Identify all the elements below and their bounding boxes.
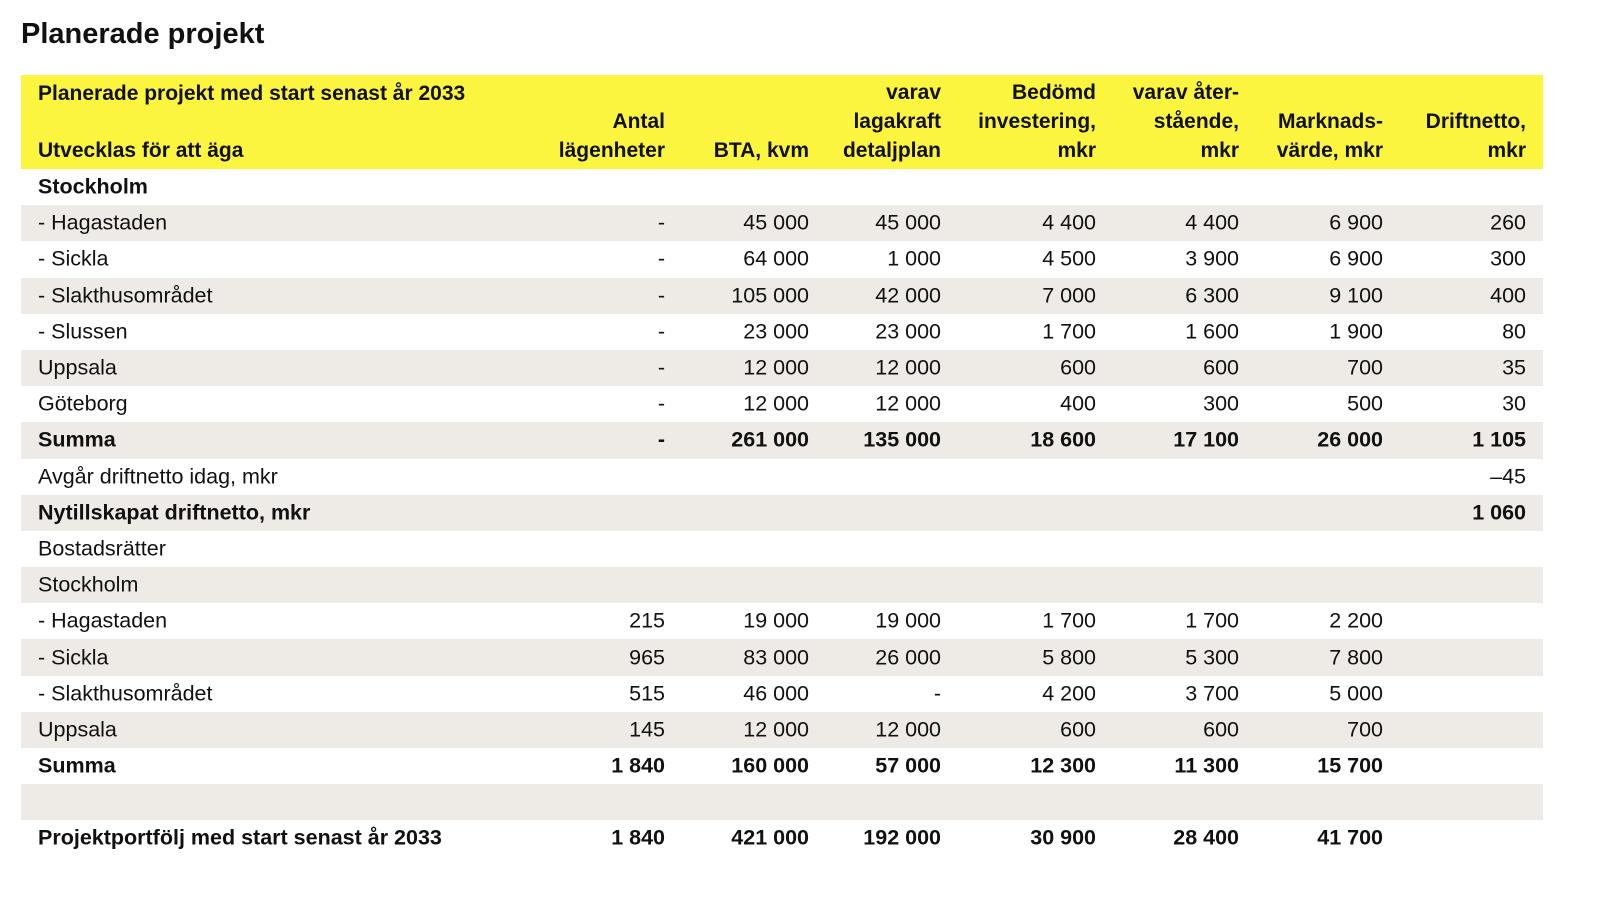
table-row [21,748,1543,784]
table-cell: 28 400 [1173,825,1239,850]
page-title: Planerade projekt [21,18,265,50]
column-header-line: mkr [1200,139,1239,162]
table-row [21,820,1543,856]
table-row [21,422,1543,458]
table-cell: 421 000 [731,825,809,850]
row-label: Stockholm [38,174,148,199]
table-row [21,495,1543,531]
row-label: Stockholm [38,572,139,597]
table-cell: 1 840 [611,753,665,778]
column-header [1133,78,1239,165]
table-cell: 4 400 [1185,210,1239,235]
table-row [21,639,1543,675]
table-cell: 35 [1502,355,1526,380]
table-cell: 5 300 [1185,645,1239,670]
table-row [21,314,1543,350]
table-cell: 26 000 [1317,427,1383,452]
table-cell: 5 000 [1329,681,1383,706]
table-cell: 11 300 [1174,753,1239,778]
table-cell: 4 500 [1042,246,1096,271]
row-label: - Hagastaden [38,210,168,235]
table-cell: 600 [1203,717,1239,742]
column-header-line: värde, mkr [1276,139,1383,162]
table-cell: 12 000 [743,355,809,380]
table-cell: 400 [1490,283,1526,308]
table-cell: 6 900 [1329,246,1383,271]
table-cell: 145 [629,717,665,742]
table-cell: 1 105 [1472,427,1526,452]
table-cell: 400 [1060,391,1096,416]
column-header [1277,107,1383,165]
table-cell: - [657,210,665,235]
table-body [21,169,1543,857]
row-label: Göteborg [38,391,128,416]
row-label: - Sickla [38,645,109,670]
table-cell: 6 900 [1329,210,1383,235]
table-cell: 260 [1490,210,1526,235]
table-cell: 135 000 [863,427,941,452]
table-cell: - [657,319,665,344]
table-cell: 261 000 [731,427,809,452]
table-cell: 105 000 [731,283,809,308]
row-label: - Slakthusområdet [38,681,213,706]
row-label: Bostadsrätter [38,536,166,561]
column-header-line: BTA, kvm [713,139,809,162]
row-label: Uppsala [38,717,117,742]
table-cell: 83 000 [743,645,809,670]
table-row [21,350,1543,386]
row-label: - Sickla [38,246,109,271]
table-row [21,205,1543,241]
header-subcaption: Utvecklas för att äga [38,139,244,162]
table-cell: 30 900 [1030,825,1096,850]
row-label: Projektportfölj med start senast år 2033 [38,825,442,850]
row-label: Nytillskapat driftnetto, mkr [38,500,311,525]
column-header-line: mkr [1487,139,1526,162]
table-cell: 17 100 [1173,427,1239,452]
table-cell: 4 400 [1042,210,1096,235]
table-row [21,531,1543,567]
table-cell: 1 840 [611,825,665,850]
table-cell: 1 600 [1185,319,1239,344]
table-cell: 4 200 [1042,681,1096,706]
column-header-line: varav åter- [1132,81,1239,104]
table-cell: 1 700 [1042,608,1096,633]
table-cell: 19 000 [875,608,941,633]
table-cell: 500 [1347,391,1383,416]
table-cell: - [657,355,665,380]
table-row [21,386,1543,422]
table-cell: 41 700 [1317,825,1383,850]
row-label: Uppsala [38,355,117,380]
row-label: - Slussen [38,319,128,344]
table-cell: 1 000 [887,246,941,271]
column-header-line: Marknads- [1277,110,1383,133]
table-cell: 515 [629,681,665,706]
column-header-line: Antal [612,110,665,133]
row-label: Summa [38,753,116,778]
column-header [978,78,1096,165]
table-row [21,169,1543,205]
table-cell: 160 000 [731,753,809,778]
table-cell: 19 000 [743,608,809,633]
table-cell: 1 900 [1329,319,1383,344]
table-cell: 3 700 [1185,681,1239,706]
header-caption: Planerade projekt med start senast år 2033 [38,82,466,105]
table-cell: 300 [1490,246,1526,271]
table-cell: - [933,681,941,706]
table-cell: 2 200 [1329,608,1383,633]
row-label: Summa [38,427,116,452]
column-header-line: varav [886,81,941,104]
table-cell: 12 000 [875,355,941,380]
table-row [21,278,1543,314]
table-cell: 7 800 [1329,645,1383,670]
table-cell: 700 [1347,355,1383,380]
table-cell: 600 [1203,355,1239,380]
table-cell: 12 000 [875,391,941,416]
column-header-line: investering, [978,110,1096,133]
column-header-line: mkr [1057,139,1096,162]
table-cell: 12 000 [875,717,941,742]
table-cell: 45 000 [875,210,941,235]
column-header-line: lagakraft [853,110,941,133]
table-cell: 1 060 [1472,500,1526,525]
table-cell: 15 700 [1317,753,1383,778]
column-header-line: detaljplan [842,139,941,162]
table-cell: 12 000 [743,391,809,416]
table-row [21,567,1543,603]
table-row [21,241,1543,277]
table-cell: 57 000 [875,753,941,778]
table-cell: 46 000 [743,681,809,706]
table-cell: 1 700 [1185,608,1239,633]
table-cell: 26 000 [875,645,941,670]
table-cell: 12 300 [1030,753,1096,778]
column-header [1426,107,1526,165]
table-cell: 3 900 [1185,246,1239,271]
column-header [559,107,665,165]
table-cell: 600 [1060,717,1096,742]
table-cell: 7 000 [1042,283,1096,308]
table-cell: 64 000 [743,246,809,271]
table-cell: 600 [1060,355,1096,380]
row-label: - Slakthusområdet [38,283,213,308]
table-row [21,676,1543,712]
table-cell: 215 [629,608,665,633]
table-cell: 12 000 [743,717,809,742]
table-cell: 6 300 [1185,283,1239,308]
table-cell: 18 600 [1030,427,1096,452]
table-cell: 23 000 [875,319,941,344]
table-cell: 30 [1502,391,1526,416]
column-header-line: Bedömd [1012,81,1096,104]
table-cell: - [657,246,665,271]
table-cell: - [657,427,665,452]
column-header [714,136,809,165]
table-cell: 5 800 [1042,645,1096,670]
table-cell: 45 000 [743,210,809,235]
table-cell: 42 000 [875,283,941,308]
column-header-line: Driftnetto, [1425,110,1526,133]
table-cell: 965 [629,645,665,670]
table-cell: 700 [1347,717,1383,742]
table-cell: 23 000 [743,319,809,344]
table-cell: 192 000 [863,825,941,850]
table-cell: 1 700 [1042,319,1096,344]
table-header [21,75,1543,169]
row-label: Avgår driftnetto idag, mkr [38,464,278,489]
projects-table [21,75,1543,857]
column-header-line: stående, [1153,110,1239,133]
table-row [21,712,1543,748]
table-cell: - [657,283,665,308]
table-cell: - [657,391,665,416]
table-cell: 9 100 [1329,283,1383,308]
table-row [21,603,1543,639]
table-row [21,459,1543,495]
table-cell: –45 [1490,464,1526,489]
table-cell: 300 [1203,391,1239,416]
table-row [21,784,1543,820]
column-header [843,78,941,165]
row-label: - Hagastaden [38,608,168,633]
column-header-line: lägenheter [558,139,665,162]
table-cell: 80 [1502,319,1526,344]
